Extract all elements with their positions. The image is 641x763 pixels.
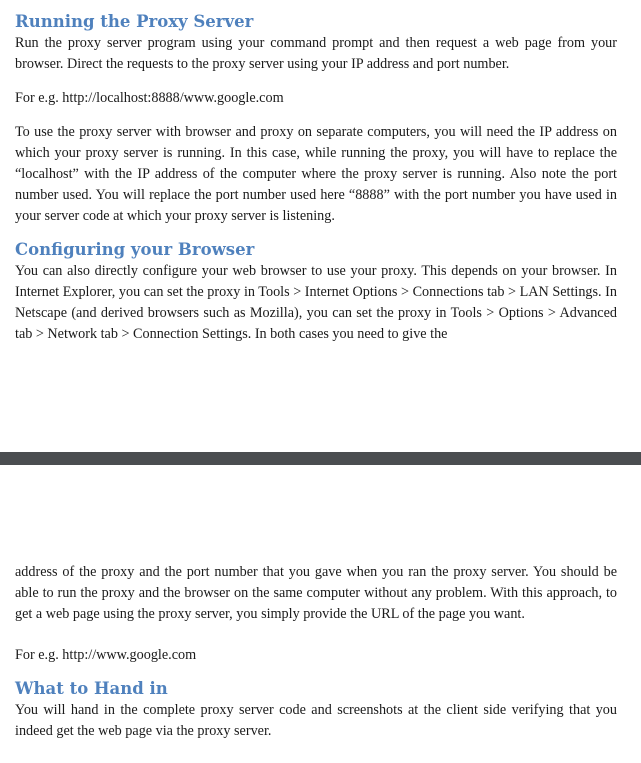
example-localhost-url: For e.g. http://localhost:8888/www.google.com <box>15 90 284 106</box>
paragraph-hand-in: You will hand in the complete proxy server code and screenshots at the client side verifying that you indeed get the web page via the proxy server. <box>15 702 617 739</box>
page-separator <box>0 452 641 465</box>
page-2-content <box>15 562 617 742</box>
example-google-url: For e.g. http://www.google.com <box>15 647 197 663</box>
section-heading-running-proxy: Running the Proxy Server <box>15 12 254 31</box>
paragraph-configure-browser-part2: address of the proxy and the port number that you gave when you ran the proxy server. You should be able to run the proxy and the browser on the same computer without any problem. With this approach, to get a web page using the proxy server, you simply provide the URL of the page you want. <box>15 564 617 622</box>
page-1-content <box>15 11 617 345</box>
paragraph-run-proxy: Run the proxy server program using your command prompt and then request a web page from your browser. Direct the requests to the proxy server using your IP address and port number. <box>15 35 617 72</box>
paragraph-separate-computers: To use the proxy server with browser and proxy on separate computers, you will need the IP address on which your proxy server is running. In this case, while running the proxy, you will have to replace the “localhost” with the IP address of the computer where the proxy server is running. Also note the port number used. You will replace the port number used here “8888” with the port number you have used in your server code at which your proxy server is listening. <box>15 124 617 224</box>
section-heading-what-to-hand-in: What to Hand in <box>15 679 168 698</box>
document-page-2 <box>0 465 641 763</box>
section-heading-configuring-browser: Configuring your Browser <box>15 240 255 259</box>
paragraph-configure-browser-part1: You can also directly configure your web browser to use your proxy. This depends on your browser. In Internet Explorer, you can set the proxy in Tools > Internet Options > Connections tab > LAN Settings. In Netscape (and derived browsers such as Mozilla), you can set the proxy in Tools > Options > Advanced tab > Network tab > Connection Settings. In both cases you need to give the <box>15 263 617 342</box>
